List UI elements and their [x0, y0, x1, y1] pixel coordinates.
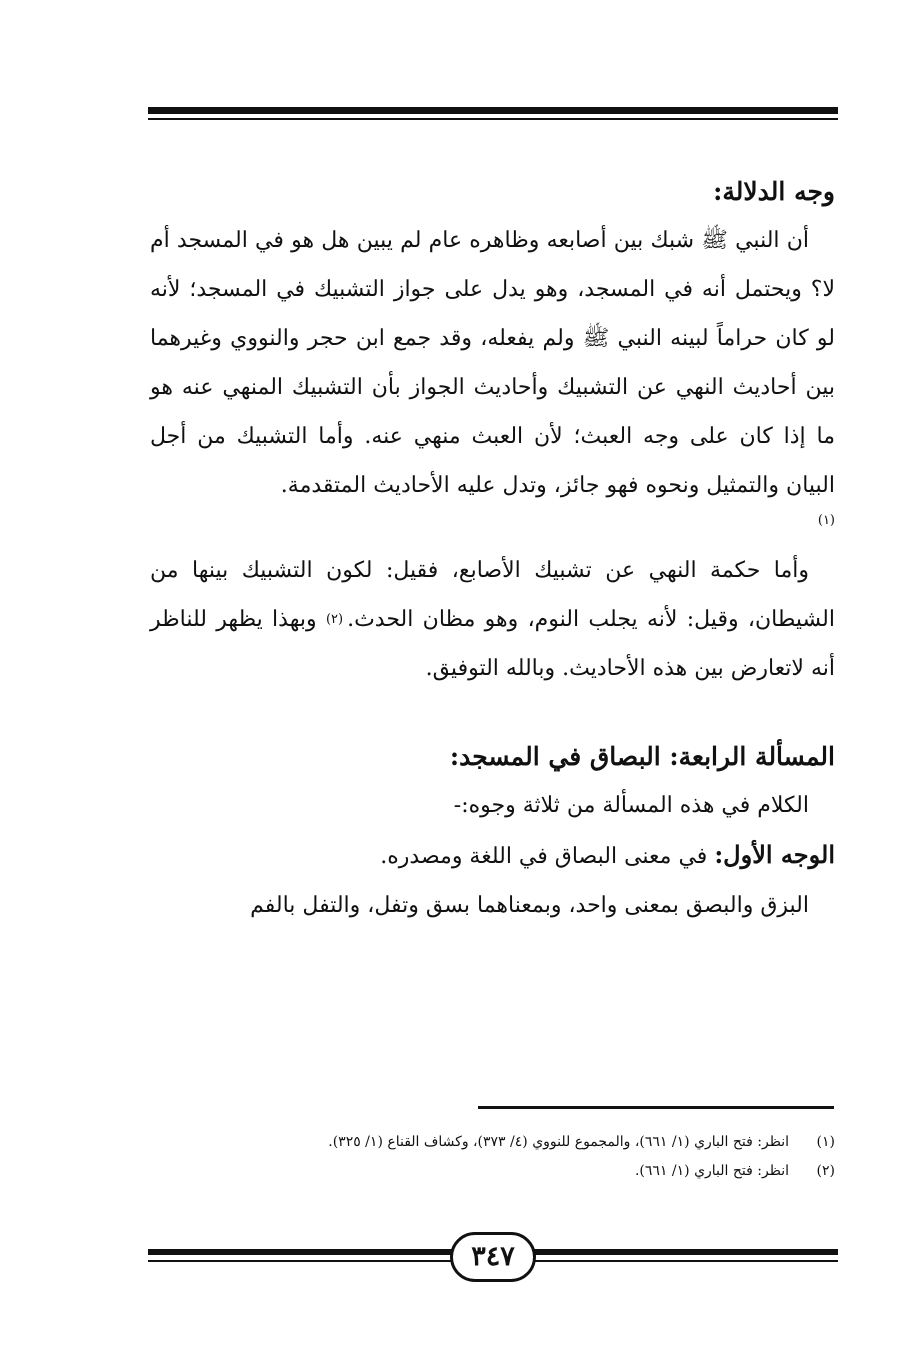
- footnotes: [150, 1128, 835, 1186]
- paragraph-spitting-meaning: [150, 881, 835, 930]
- footnote-2: [150, 1157, 835, 1186]
- section-heading: وجه الدلالة:: [713, 177, 835, 206]
- paragraph-evidence-text: أن النبي ﷺ شبك بين أصابعه وظاهره عام لم يبين هل هو في المسجد أم لا؟ ويحتمل أنه في المسجد، وهو يدل على جواز التشبيك في المسجد؛ لأنه لو كان حراماً لبينه النبي ﷺ ولم يفعله، وقد جمع ابن حجر والنووي وغيرهما بين أحاديث النهي عن التشبيك وأحاديث الجواز بأن التشبيك المنهي عنه هو ما إذا كان على وجه العبث؛ لأن العبث منهي عنه. وأما التشبيك من أجل البيان والتمثيل ونحوه فهو جائز، وتدل عليه الأحاديث المتقدمة.: [150, 228, 835, 498]
- paragraph-wisdom: [150, 546, 835, 693]
- footnote-2-text: انظر: فتح الباري (١/ ٦٦١).: [634, 1163, 789, 1179]
- issue-heading: المسألة الرابعة: البصاق في المسجد:: [449, 742, 835, 771]
- paragraph-aspect-one: [150, 830, 835, 881]
- paragraph-evidence: [150, 216, 835, 510]
- paragraph-intro: [150, 781, 835, 830]
- header-rule: [148, 107, 838, 120]
- footnote-ref-2: (٢): [325, 612, 344, 627]
- header-rule-thin: [148, 118, 838, 120]
- paragraph-spitting-meaning-text: البزق والبصق بمعنى واحد، وبمعناهما بسق وتفل، والتفل بالفم: [250, 893, 809, 918]
- page-footer: [148, 1232, 838, 1292]
- spacer: [150, 693, 835, 733]
- page-number: ٣٤٧: [450, 1232, 536, 1282]
- aspect-one-text: في معنى البصاق في اللغة ومصدره.: [380, 844, 708, 869]
- footnote-ref-1: (١): [817, 513, 835, 528]
- paragraph-wisdom-continuation: وبهذا يظهر للناظر أنه لاتعارض بين هذه الأحاديث. وبالله التوفيق.: [150, 607, 835, 681]
- page-body: [150, 168, 835, 930]
- aspect-one-label: الوجه الأول:: [714, 840, 835, 869]
- spacer: [150, 532, 835, 546]
- footnote-1-text: انظر: فتح الباري (١/ ٦٦١)، والمجموع للنووي (٤/ ٣٧٣)، وكشاف القناع (١/ ٣٢٥).: [328, 1134, 789, 1150]
- paragraph-intro-text: الكلام في هذه المسألة من ثلاثة وجوه:-: [453, 793, 809, 818]
- footnote-2-number: (٢): [816, 1163, 835, 1179]
- footnote-1-number: (١): [816, 1134, 835, 1150]
- footnote-separator: [478, 1106, 834, 1109]
- header-rule-thick: [148, 107, 838, 114]
- paragraph-wisdom-text: وأما حكمة النهي عن تشبيك الأصابع، فقيل: لكون التشبيك بينها من الشيطان، وقيل: لأنه يجلب النوم، وهو مظان الحدث.: [150, 558, 835, 632]
- footnote-1: [150, 1128, 835, 1157]
